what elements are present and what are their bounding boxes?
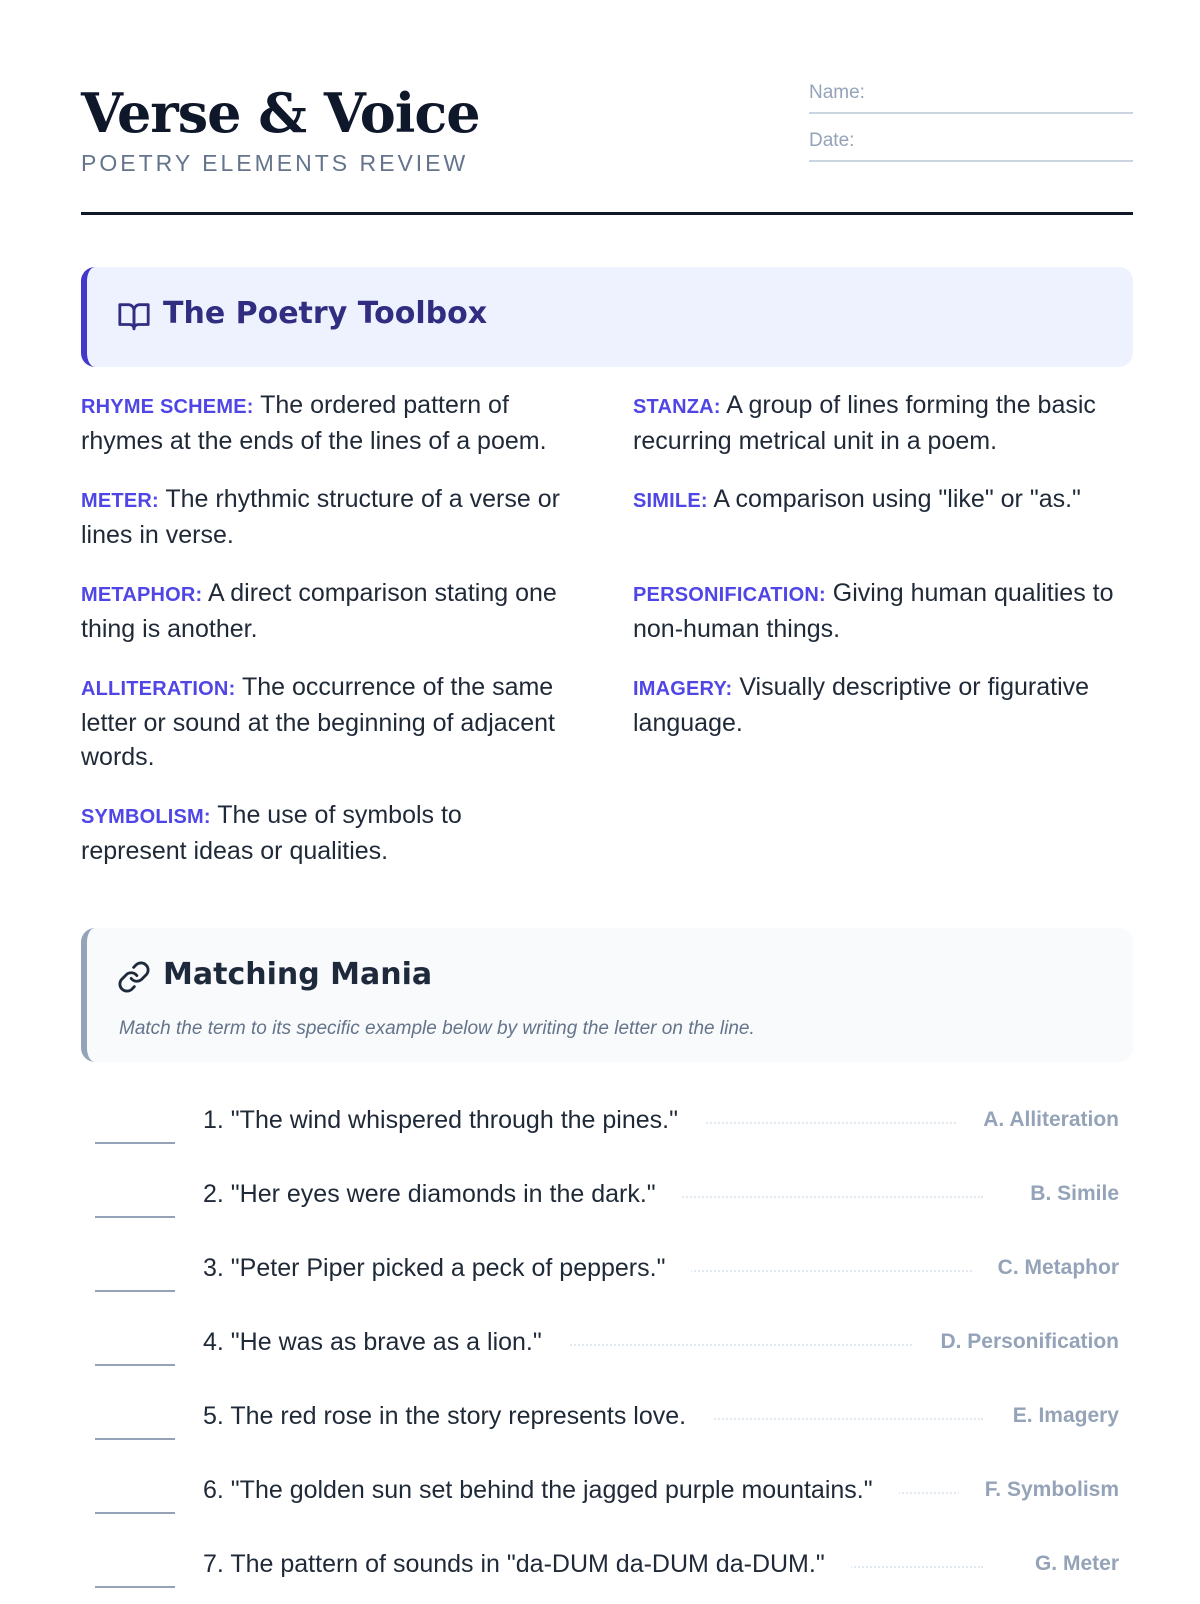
definition-term: STANZA: — [633, 396, 721, 418]
date-field[interactable] — [809, 128, 1133, 162]
matching-option: A. Alliteration — [957, 1108, 1119, 1132]
definition-term: METAPHOR: — [81, 584, 203, 606]
matching-row — [81, 1174, 1133, 1234]
matching-row — [81, 1396, 1133, 1456]
definition-text: The occurrence of the same letter or sound at the beginning of adjacent words. — [81, 673, 555, 771]
definition-term: PERSONIFICATION: — [633, 584, 826, 606]
definition-metaphor — [81, 576, 571, 646]
matching-prompt: 3. "Peter Piper picked a peck of peppers." — [203, 1254, 691, 1283]
definition-text: The ordered pattern of rhymes at the ends of the lines of a poem. — [81, 391, 547, 455]
worksheet-subtitle: POETRY ELEMENTS REVIEW — [81, 150, 469, 176]
date-label: Date: — [809, 130, 855, 151]
worksheet-header — [81, 80, 1133, 215]
definition-text: Visually descriptive or figurative language. — [633, 673, 1090, 737]
definition-term: IMAGERY: — [633, 678, 733, 700]
matching-row — [81, 1470, 1133, 1530]
toolbox-title: The Poetry Toolbox — [163, 296, 488, 331]
definition-text: A group of lines forming the basic recurring metrical unit in a poem. — [633, 391, 1096, 455]
answer-blank[interactable] — [95, 1290, 175, 1292]
answer-blank[interactable] — [95, 1216, 175, 1218]
matching-row — [81, 1100, 1133, 1160]
definition-personification — [633, 576, 1123, 646]
answer-blank[interactable] — [95, 1512, 175, 1514]
matching-option: G. Meter — [1009, 1552, 1119, 1576]
definition-text: A comparison using "like" or "as." — [713, 485, 1081, 513]
definition-symbolism — [81, 798, 571, 868]
definition-term: ALLITERATION: — [81, 678, 236, 700]
answer-blank[interactable] — [95, 1438, 175, 1440]
definition-meter — [81, 482, 571, 552]
definition-term: SYMBOLISM: — [81, 806, 211, 828]
answer-blank[interactable] — [95, 1586, 175, 1588]
matching-row — [81, 1322, 1133, 1382]
link-icon — [117, 960, 151, 994]
definition-imagery — [633, 670, 1123, 740]
matching-prompt: 7. The pattern of sounds in "da-DUM da-DUM da-DUM." — [203, 1550, 851, 1579]
matching-prompt: 4. "He was as brave as a lion." — [203, 1328, 568, 1357]
definition-text: The use of symbols to represent ideas or qualities. — [81, 801, 462, 865]
definition-text: The rhythmic structure of a verse or lines in verse. — [81, 485, 560, 549]
matching-option: E. Imagery — [987, 1404, 1119, 1428]
definition-stanza — [633, 388, 1123, 458]
matching-row — [81, 1248, 1133, 1308]
book-open-icon — [117, 299, 151, 333]
matching-option: F. Symbolism — [959, 1478, 1119, 1502]
definition-rhyme-scheme — [81, 388, 571, 458]
answer-blank[interactable] — [95, 1142, 175, 1144]
toolbox-section-header — [81, 267, 1133, 367]
matching-title: Matching Mania — [163, 957, 433, 992]
matching-prompt: 6. "The golden sun set behind the jagged purple mountains." — [203, 1476, 899, 1505]
definition-alliteration — [81, 670, 571, 774]
matching-section-header — [81, 928, 1133, 1062]
name-label: Name: — [809, 82, 865, 103]
name-field[interactable] — [809, 80, 1133, 114]
matching-prompt: 2. "Her eyes were diamonds in the dark." — [203, 1180, 682, 1209]
matching-option: C. Metaphor — [972, 1256, 1119, 1280]
definition-term: METER: — [81, 490, 159, 512]
matching-option: B. Simile — [1004, 1182, 1119, 1206]
definition-simile — [633, 482, 1123, 518]
definition-term: RHYME SCHEME: — [81, 396, 254, 418]
definition-text: Giving human qualities to non-human things. — [633, 579, 1114, 643]
matching-instructions: Match the term to its specific example below by writing the letter on the line. — [119, 1018, 755, 1039]
definition-text: A direct comparison stating one thing is another. — [81, 579, 557, 643]
matching-prompt: 1. "The wind whispered through the pines." — [203, 1106, 704, 1135]
answer-blank[interactable] — [95, 1364, 175, 1366]
matching-row — [81, 1544, 1133, 1604]
worksheet-title: Verse & Voice — [81, 81, 480, 145]
matching-option: D. Personification — [914, 1330, 1119, 1354]
definition-term: SIMILE: — [633, 490, 708, 512]
worksheet-page — [81, 0, 1133, 1600]
matching-prompt: 5. The red rose in the story represents love. — [203, 1402, 712, 1431]
